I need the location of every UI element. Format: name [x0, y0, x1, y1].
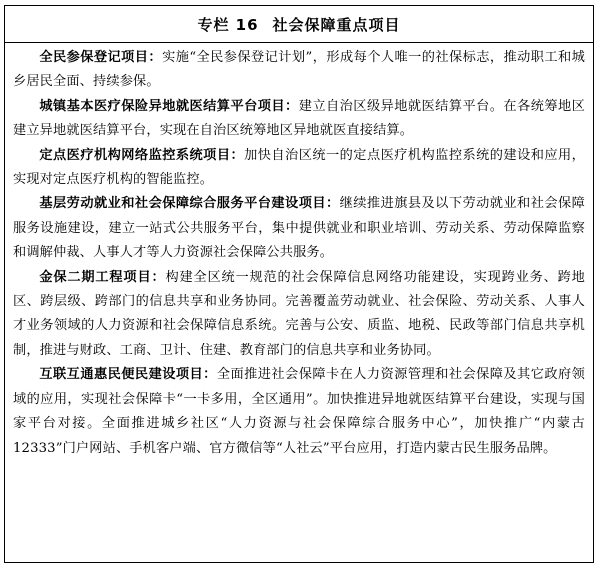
project-text: 加快自治区统一的定点医疗机构监控系统的建设和应用，实现对定点医疗机构的智能监控。 [13, 147, 585, 188]
project-heading: 城镇基本医疗保险异地就医结算平台项目： [39, 98, 299, 114]
project-paragraph-6 [13, 363, 585, 461]
project-text: 继续推进旗县及以下劳动就业和社会保障服务设施建设，建立一站式公共服务平台，集中提供就业和职业培训、劳动关系、劳动保障监察和调解仲裁、人事人才等人力资源社会保障公共服务。 [13, 196, 585, 261]
project-heading: 定点医疗机构网络监控系统项目： [39, 147, 245, 163]
project-text: 构建全区统一规范的社会保障信息网络功能建设，实现跨业务、跨地区、跨层级、跨部门的信息共享和业务协同。完善覆盖劳动就业、社会保险、劳动关系、人事人才业务领域的人力资源和社会保障信息系统。完善与公安、质监、地税、民政等部门信息共享机制，推进与财政、工商、卫计、住建、教育部门的信息共享和业务协同。 [13, 269, 585, 358]
project-text: 建立自治区级异地就医结算平台。在各统筹地区建立异地就医结算平台，实现在自治区统筹地区异地就医直接结算。 [13, 98, 585, 139]
project-paragraph-4 [13, 192, 585, 265]
project-paragraph-5 [13, 266, 585, 364]
project-paragraph-3 [13, 144, 585, 193]
project-heading: 全民参保登记项目： [39, 50, 163, 65]
project-heading: 基层劳动就业和社会保障综合服务平台建设项目： [39, 196, 340, 212]
project-paragraph-2 [13, 95, 585, 144]
project-heading: 金保二期工程项目： [39, 269, 166, 285]
project-heading: 互联互通惠民便民建设项目： [39, 367, 217, 383]
box-title-prefix: 专栏 16 [197, 15, 259, 34]
box-title-main: 社会保障重点项目 [272, 15, 401, 34]
box-body [13, 46, 585, 556]
project-text: 实施“全民参保登记计划”，形成每个人唯一的社保标志，推动职工和城乡居民全面、持续参保。 [13, 50, 586, 90]
box-title [197, 14, 400, 35]
project-text: 全面推进社会保障卡在人力资源管理和社会保障及其它政府领域的应用，实现社会保障卡“一卡多用，全区通用”。加快推进异地就医结算平台建设，实现与国家平台对接。全面推进城乡社区“人力资源与社会保障综合服务中心”，加快推广“内蒙古12333”门户网站、手机客户端、官方微信等“人社云”平台应用，打造内蒙古民生服务品牌。 [13, 367, 585, 456]
box-title-row [5, 6, 593, 43]
column-box [4, 5, 594, 563]
project-paragraph-1 [13, 46, 585, 95]
